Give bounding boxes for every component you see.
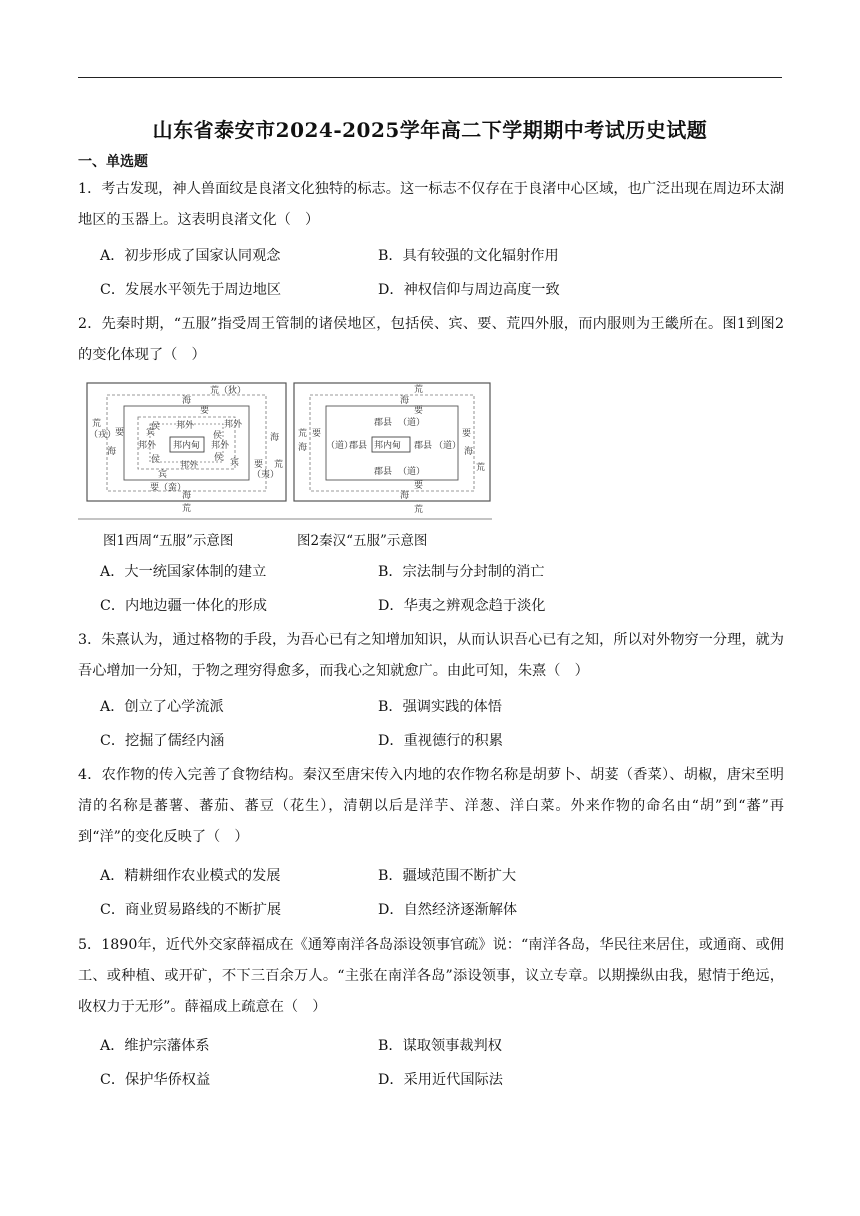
q5-option-a[interactable]: A．维护宗藩体系	[100, 1038, 210, 1054]
q1-option-c[interactable]: C．发展水平领先于周边地区	[100, 282, 282, 298]
question-1-stem: 1．考古发现，神人兽面纹是良渚文化独特的标志。这一标志不仅存在于良渚中心区域，也广泛出现在周边环太湖地区的玉器上。这表明良渚文化（ ）	[78, 181, 784, 228]
fig1-bottom-yao-man: 要（蛮）	[150, 483, 187, 493]
fig1-hou-right: 侯	[213, 431, 223, 441]
fig1-bangwai-top: 邦外	[176, 421, 195, 431]
figure-2-qinhan-wufu	[294, 383, 490, 515]
q1-option-b[interactable]: B．具有较强的文化辐射作用	[378, 248, 559, 264]
fig1-top-yao: 要	[200, 406, 210, 416]
question-4-stem: 4．农作物的传入完善了食物结构。秦汉至唐宋传入内地的农作物名称是胡萝卜、胡荽（香菜）、胡椒，唐宋至明清的名称是蕃薯、蕃茄、蕃豆（花生），清朝以后是洋芋、洋葱、洋白菜。外来作物的命名由“胡”到“蕃”再到“洋”的变化反映了（ ）	[78, 767, 784, 845]
q5-option-b[interactable]: B．谋取领事裁判权	[378, 1038, 502, 1054]
header-rule	[78, 77, 782, 78]
fig1-hou-bottomleft: 侯	[151, 455, 161, 465]
fig2-bottom-huang: 荒	[414, 505, 424, 515]
fig2-bottom-dao: （道）	[398, 467, 426, 477]
q2-option-b[interactable]: B．宗法制与分封制的消亡	[378, 564, 545, 580]
fig2-top-huang: 荒	[414, 385, 424, 395]
figure-2-caption: 图2秦汉“五服”示意图	[297, 533, 428, 549]
fig1-right-huang: 荒	[274, 460, 284, 470]
fig2-top-dao: （道）	[398, 418, 426, 428]
q3-option-a[interactable]: A．创立了心学流派	[100, 699, 224, 715]
fig1-hou-bottomright: 侯	[214, 453, 224, 463]
fig1-right-yao: 要	[254, 460, 264, 470]
q2-option-d[interactable]: D．华夷之辨观念趋于淡化	[378, 598, 546, 614]
q3-option-d[interactable]: D．重视德行的积累	[378, 733, 503, 749]
fig2-top-sea: 海	[400, 396, 410, 406]
q4-option-d[interactable]: D．自然经济逐渐解体	[378, 902, 518, 918]
fig2-bottom-junxian: 郡县	[374, 467, 393, 477]
q4-option-a[interactable]: A．精耕细作农业模式的发展	[100, 868, 281, 884]
fig2-bottom-yao: 要	[414, 481, 424, 491]
fig2-center-label: 邦内甸	[374, 441, 402, 451]
fig1-bin-right: 宾	[230, 458, 240, 468]
q5-option-c[interactable]: C．保护华侨权益	[100, 1072, 211, 1088]
q3-option-c[interactable]: C．挖掘了儒经内涵	[100, 733, 225, 749]
fig1-right-sea: 海	[270, 433, 280, 443]
fig1-bottom-sea: 海	[182, 491, 192, 501]
fig2-right-huang: 荒	[476, 463, 486, 473]
fig2-top-yao: 要	[414, 406, 424, 416]
q2-option-c[interactable]: C．内地边疆一体化的形成	[100, 598, 267, 614]
fig1-center-label: 邦内甸	[173, 441, 201, 451]
fig2-left-yao: 要	[312, 429, 322, 439]
q1-option-d[interactable]: D．神权信仰与周边高度一致	[378, 282, 560, 298]
fig2-left-dao: （道）	[326, 441, 354, 451]
q1-option-a[interactable]: A．初步形成了国家认同观念	[100, 248, 281, 264]
figure-1-caption: 图1西周“五服”示意图	[103, 533, 234, 549]
figure-1-western-zhou-wufu	[87, 383, 286, 514]
q5-option-d[interactable]: D．采用近代国际法	[378, 1072, 503, 1088]
fig1-left-sea: 海	[107, 447, 117, 457]
fig1-bangwai-right: 邦外	[211, 441, 230, 451]
fig1-top-sea: 海	[182, 396, 192, 406]
fig1-hou-topleft: 侯	[151, 422, 161, 432]
fig2-right-dao: （道）	[434, 441, 462, 451]
fig1-bin: 宾	[146, 428, 156, 438]
q4-option-c[interactable]: C．商业贸易路线的不断扩展	[100, 902, 282, 918]
wufu-figures	[78, 380, 492, 522]
fig1-top-label: 荒（狄）	[210, 386, 247, 396]
q3-option-b[interactable]: B．强调实践的体悟	[378, 699, 502, 715]
q2-option-a[interactable]: A．大一统国家体制的建立	[100, 564, 267, 580]
fig1-bangwai-topright: 邦外	[224, 420, 243, 430]
fig2-right-junxian: 郡县	[414, 441, 433, 451]
fig2-left-sea: 海	[298, 443, 308, 453]
fig2-right-sea: 海	[464, 447, 474, 457]
fig1-bottom-huang: 荒	[182, 504, 192, 514]
fig2-left-huang: 荒	[298, 429, 308, 439]
section-heading: 一、单选题	[78, 154, 148, 170]
fig1-bin-bottom: 宾	[158, 470, 168, 480]
fig1-left-yao: 要	[115, 428, 125, 438]
q4-option-b[interactable]: B．疆域范围不断扩大	[378, 868, 517, 884]
fig1-left-huang: 荒	[92, 419, 102, 429]
page-title: 山东省泰安市2024-2025学年高二下学期期中考试历史试题	[152, 118, 708, 142]
fig1-bangwai-bottom: 邦外	[180, 461, 199, 471]
fig2-bottom-sea: 海	[400, 491, 410, 501]
fig2-left-junxian: 郡县	[349, 441, 368, 451]
fig1-left-rong: （戎）	[89, 430, 117, 440]
fig1-bangwai-left: 邦外	[138, 441, 157, 451]
fig2-top-junxian: 郡县	[374, 418, 393, 428]
question-3-stem: 3．朱熹认为，通过格物的手段，为吾心已有之知增加知识，从而认识吾心已有之知，所以对外物穷一分理，就为吾心增加一分知，于物之理穷得愈多，而我心之知就愈广。由此可知，朱熹（ ）	[78, 632, 784, 679]
question-5-stem: 5．1890年，近代外交家薛福成在《通筹南洋各岛添设领事官疏》说：“南洋各岛，华民往来居住，或通商、或佣工、或种植、或开矿，不下三百余万人。“主张在南洋各岛”添设领事，议立专章。以期操纵由我，慰情于绝远，收权力于无形”。薛福成上疏意在（ ）	[78, 937, 784, 1015]
fig2-right-yao: 要	[462, 429, 472, 439]
fig1-right-yi: （夷）	[252, 470, 280, 480]
question-2-stem: 2．先秦时期，“五服”指受周王管制的诸侯地区，包括侯、宾、要、荒四外服，而内服则为王畿所在。图1到图2的变化体现了（ ）	[78, 316, 784, 363]
